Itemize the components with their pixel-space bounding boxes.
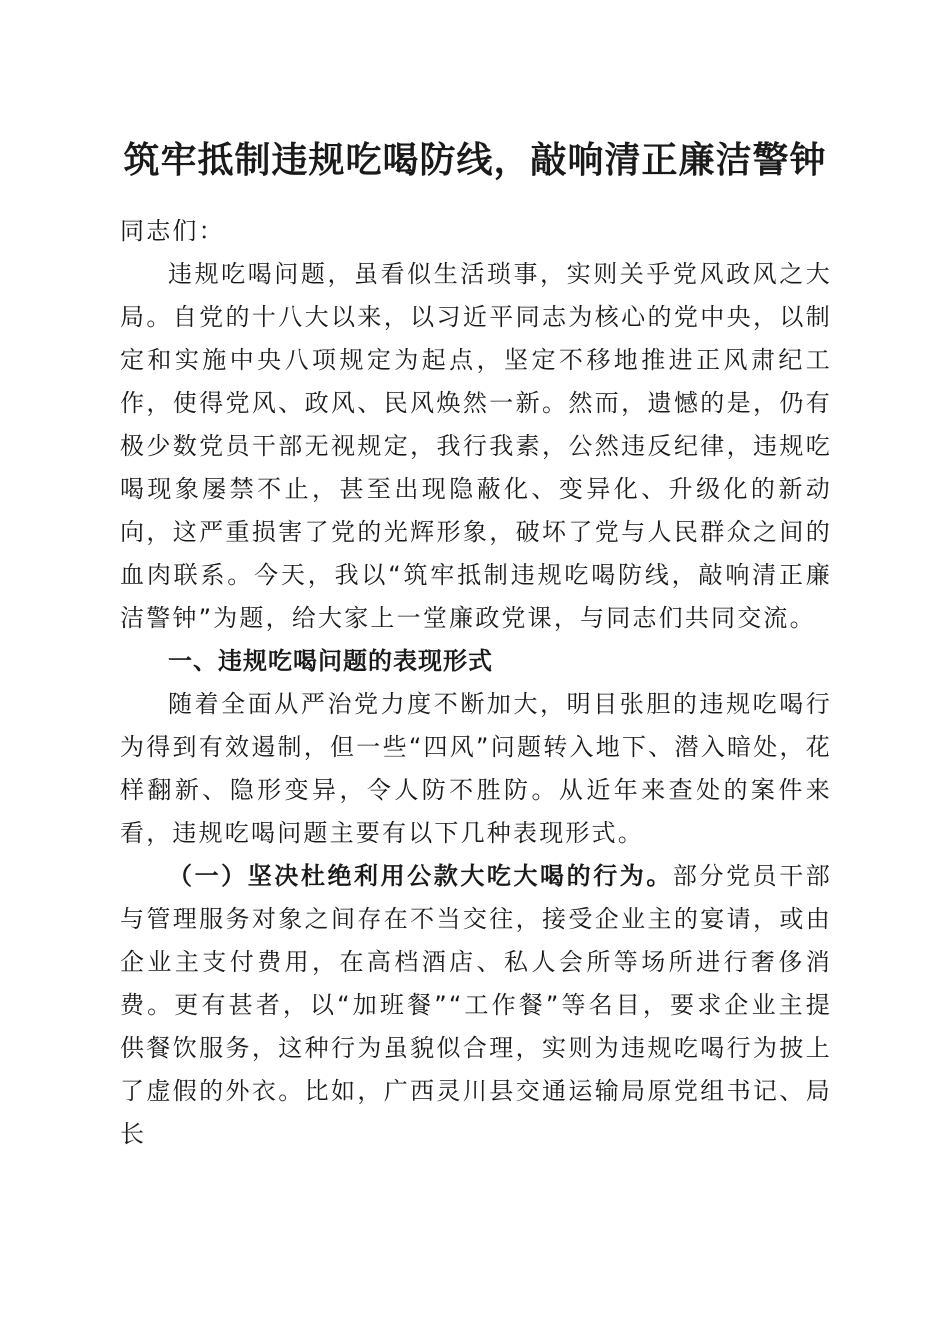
subsection-heading: （一）坚决杜绝利用公款大吃大喝的行为。	[168, 862, 673, 890]
intro-paragraph: 违规吃喝问题，虽看似生活琐事，实则关乎党风政风之大局。自党的十八大以来，以习近平同志为核心的党中央，以制定和实施中央八项规定为起点，坚定不移地推进正风肃纪工作，使得党风、政风、民风焕然一新。然而，遗憾的是，仍有极少数党员干部无视规定，我行我素，公然违反纪律，违规吃喝现象屡禁不止，甚至出现隐蔽化、变异化、升级化的新动向，这严重损害了党的光辉形象，破坏了党与人民群众之间的血肉联系。今天，我以“筑牢抵制违规吃喝防线，敲响清正廉洁警钟”为题，给大家上一堂廉政党课，与同志们共同交流。	[120, 260, 832, 632]
section-paragraph: 随着全面从严治党力度不断加大，明目张胆的违规吃喝行为得到有效遏制，但一些“四风”问题转入地下、潜入暗处，花样翻新、隐形变异，令人防不胜防。从近年来查处的案件来看，违规吃喝问题主要有以下几种表现形式。	[120, 690, 832, 847]
section-heading: 一、违规吃喝问题的表现形式	[168, 647, 493, 675]
document-title: 筑牢抵制违规吃喝防线，敲响清正廉洁警钟	[123, 139, 827, 181]
salutation: 同志们：	[120, 217, 225, 245]
document-body	[120, 210, 832, 1156]
subsection-paragraph	[120, 855, 832, 1156]
subsection-text: 部分党员干部与管理服务对象之间存在不当交往，接受企业主的宴请，或由企业主支付费用，在高档酒店、私人会所等场所进行奢侈消费。更有甚者，以“加班餐”“工作餐”等名目，要求企业主提供餐饮服务，这种行为虽貌似合理，实则为违规吃喝行为披上了虚假的外衣。比如，广西灵川县交通运输局原党组书记、局长	[120, 862, 832, 1148]
